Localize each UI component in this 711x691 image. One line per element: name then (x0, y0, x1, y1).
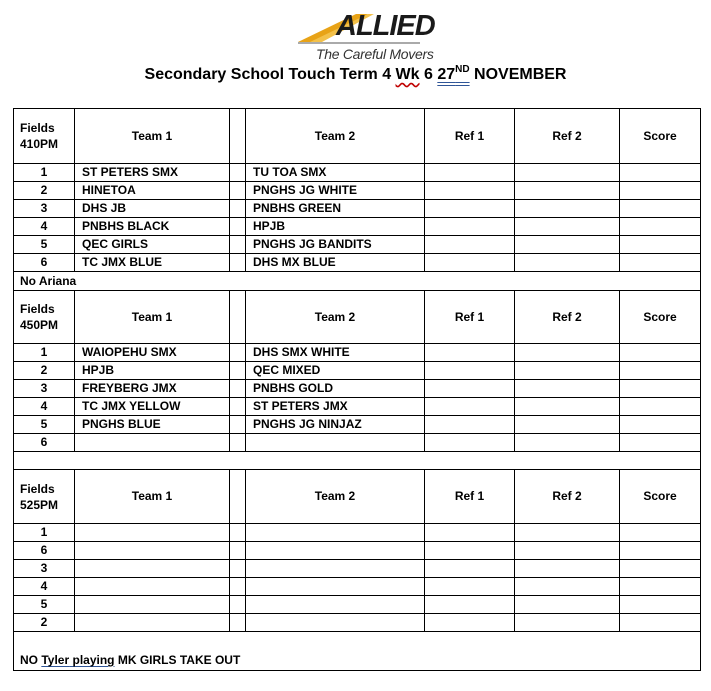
field-number: 4 (14, 218, 75, 236)
table-row (14, 578, 701, 596)
ref1-cell (425, 380, 515, 398)
score-cell (620, 542, 701, 560)
ref2-cell (515, 362, 620, 380)
field-number: 4 (14, 578, 75, 596)
ref1-cell (425, 578, 515, 596)
team1-cell: TC JMX YELLOW (75, 398, 230, 416)
col-ref1: Ref 1 (425, 291, 515, 344)
team1-cell (75, 542, 230, 560)
ref2-cell (515, 596, 620, 614)
spacer-cell (230, 542, 246, 560)
table-row (14, 560, 701, 578)
col-spacer (230, 470, 246, 524)
ref2-cell (515, 182, 620, 200)
score-cell (620, 182, 701, 200)
table-row (14, 254, 701, 272)
team1-cell (75, 524, 230, 542)
score-cell (620, 596, 701, 614)
team1-cell: WAIOPEHU SMX (75, 344, 230, 362)
ref2-cell (515, 254, 620, 272)
fields-label: Fields 450PM (14, 291, 75, 344)
ref1-cell (425, 182, 515, 200)
col-score: Score (620, 291, 701, 344)
team2-cell: HPJB (246, 218, 425, 236)
col-team1: Team 1 (75, 109, 230, 164)
score-cell (620, 344, 701, 362)
ref2-cell (515, 218, 620, 236)
field-number: 2 (14, 182, 75, 200)
team2-cell: PNGHS JG WHITE (246, 182, 425, 200)
team2-cell: DHS SMX WHITE (246, 344, 425, 362)
score-cell (620, 560, 701, 578)
fields-label: Fields 410PM (14, 109, 75, 164)
ref1-cell (425, 416, 515, 434)
ref1-cell (425, 236, 515, 254)
score-cell (620, 236, 701, 254)
footer-note (14, 632, 701, 671)
ref1-cell (425, 164, 515, 182)
ref2-cell (515, 344, 620, 362)
col-ref2: Ref 2 (515, 109, 620, 164)
team2-cell: TU TOA SMX (246, 164, 425, 182)
ref2-cell (515, 380, 620, 398)
score-cell (620, 380, 701, 398)
gap-cell (14, 452, 701, 470)
title-month: NOVEMBER (469, 66, 567, 83)
team2-cell: PNGHS JG BANDITS (246, 236, 425, 254)
table-row (14, 596, 701, 614)
spacer-cell (230, 398, 246, 416)
field-number: 4 (14, 398, 75, 416)
score-cell (620, 416, 701, 434)
table-row (14, 182, 701, 200)
ref2-cell (515, 524, 620, 542)
title-num: 6 (419, 66, 438, 83)
spacer-cell (230, 200, 246, 218)
spacer-cell (230, 560, 246, 578)
col-team2: Team 2 (246, 291, 425, 344)
table-row (14, 434, 701, 452)
logo-tagline: The Careful Movers (316, 46, 434, 62)
col-spacer (230, 109, 246, 164)
score-cell (620, 362, 701, 380)
score-cell (620, 398, 701, 416)
col-team2: Team 2 (246, 109, 425, 164)
table-row (14, 200, 701, 218)
title-wk: Wk (395, 66, 420, 83)
team1-cell: ST PETERS SMX (75, 164, 230, 182)
spacer-cell (230, 614, 246, 632)
ref2-cell (515, 236, 620, 254)
team1-cell: HINETOA (75, 182, 230, 200)
team1-cell: DHS JB (75, 200, 230, 218)
team2-cell: PNGHS JG NINJAZ (246, 416, 425, 434)
ref1-cell (425, 596, 515, 614)
field-number: 3 (14, 380, 75, 398)
field-number: 3 (14, 200, 75, 218)
team1-cell (75, 596, 230, 614)
spacer-cell (230, 434, 246, 452)
schedule-table (13, 108, 701, 671)
field-number: 5 (14, 236, 75, 254)
ref1-cell (425, 560, 515, 578)
field-number: 1 (14, 344, 75, 362)
team2-cell (246, 614, 425, 632)
score-cell (620, 218, 701, 236)
field-number: 2 (14, 362, 75, 380)
ref1-cell (425, 218, 515, 236)
col-ref2: Ref 2 (515, 470, 620, 524)
score-cell (620, 254, 701, 272)
spacer-cell (230, 218, 246, 236)
table-row (14, 164, 701, 182)
ref1-cell (425, 542, 515, 560)
col-score: Score (620, 109, 701, 164)
section-2-header (14, 291, 701, 344)
footer-rest: MK GIRLS TAKE OUT (114, 653, 241, 667)
team1-cell (75, 434, 230, 452)
title-date-sup: ND (455, 64, 470, 75)
field-number: 3 (14, 560, 75, 578)
fields-label: Fields 525PM (14, 470, 75, 524)
ref1-cell (425, 200, 515, 218)
title-date-num: 27 (437, 66, 456, 83)
field-number: 6 (14, 434, 75, 452)
score-cell (620, 434, 701, 452)
title-date (437, 66, 469, 83)
ref2-cell (515, 200, 620, 218)
team1-cell: QEC GIRLS (75, 236, 230, 254)
section-3-header (14, 470, 701, 524)
ref1-cell (425, 362, 515, 380)
table-row (14, 344, 701, 362)
team2-cell (246, 578, 425, 596)
ref1-cell (425, 434, 515, 452)
ref1-cell (425, 524, 515, 542)
ref2-cell (515, 434, 620, 452)
team1-cell: PNBHS BLACK (75, 218, 230, 236)
col-team1: Team 1 (75, 470, 230, 524)
team2-cell: ST PETERS JMX (246, 398, 425, 416)
team1-cell (75, 578, 230, 596)
team1-cell: HPJB (75, 362, 230, 380)
col-ref1: Ref 1 (425, 109, 515, 164)
spacer-cell (230, 416, 246, 434)
team2-cell (246, 524, 425, 542)
ref1-cell (425, 614, 515, 632)
score-cell (620, 578, 701, 596)
ref2-cell (515, 578, 620, 596)
spacer-cell (230, 236, 246, 254)
title-prefix: Secondary School Touch Term 4 (144, 66, 396, 83)
table-row (14, 362, 701, 380)
table-row (14, 614, 701, 632)
team1-cell (75, 560, 230, 578)
spacer-cell (230, 254, 246, 272)
col-team1: Team 1 (75, 291, 230, 344)
team2-cell: PNBHS GOLD (246, 380, 425, 398)
col-ref2: Ref 2 (515, 291, 620, 344)
field-number: 5 (14, 416, 75, 434)
footer-no: NO (20, 653, 42, 667)
spacer-cell (230, 362, 246, 380)
spacer-cell (230, 578, 246, 596)
score-cell (620, 164, 701, 182)
table-row (14, 218, 701, 236)
logo-brand: ALLIED (336, 10, 435, 42)
team2-cell: QEC MIXED (246, 362, 425, 380)
score-cell (620, 200, 701, 218)
spacer-cell (230, 344, 246, 362)
team2-cell (246, 560, 425, 578)
field-number: 1 (14, 164, 75, 182)
ref2-cell (515, 542, 620, 560)
field-number: 6 (14, 542, 75, 560)
spacer-cell (230, 524, 246, 542)
field-number: 2 (14, 614, 75, 632)
ref1-cell (425, 398, 515, 416)
ref2-cell (515, 164, 620, 182)
section-1-note-row (14, 272, 701, 291)
col-spacer (230, 291, 246, 344)
spacer-cell (230, 596, 246, 614)
section-1-header (14, 109, 701, 164)
team1-cell: PNGHS BLUE (75, 416, 230, 434)
table-row (14, 380, 701, 398)
team2-cell: DHS MX BLUE (246, 254, 425, 272)
ref2-cell (515, 560, 620, 578)
spacer-cell (230, 164, 246, 182)
section-gap-row (14, 452, 701, 470)
field-number: 5 (14, 596, 75, 614)
ref2-cell (515, 416, 620, 434)
footer-playing: playing (72, 653, 115, 667)
table-row (14, 398, 701, 416)
spacer-cell (230, 182, 246, 200)
field-number: 1 (14, 524, 75, 542)
table-row (14, 236, 701, 254)
footer-note-row (14, 632, 701, 671)
table-row (14, 542, 701, 560)
ref2-cell (515, 614, 620, 632)
ref1-cell (425, 254, 515, 272)
score-cell (620, 524, 701, 542)
section-note: No Ariana (14, 272, 701, 291)
field-number: 6 (14, 254, 75, 272)
team2-cell (246, 434, 425, 452)
team2-cell: PNBHS GREEN (246, 200, 425, 218)
footer-name: Tyler (41, 653, 70, 667)
col-ref1: Ref 1 (425, 470, 515, 524)
team2-cell (246, 542, 425, 560)
ref1-cell (425, 344, 515, 362)
team2-cell (246, 596, 425, 614)
col-score: Score (620, 470, 701, 524)
table-row (14, 416, 701, 434)
page-title (0, 64, 711, 84)
team1-cell: TC JMX BLUE (75, 254, 230, 272)
ref2-cell (515, 398, 620, 416)
spacer-cell (230, 380, 246, 398)
score-cell (620, 614, 701, 632)
table-row (14, 524, 701, 542)
team1-cell (75, 614, 230, 632)
allied-logo (296, 6, 435, 64)
team1-cell: FREYBERG JMX (75, 380, 230, 398)
col-team2: Team 2 (246, 470, 425, 524)
